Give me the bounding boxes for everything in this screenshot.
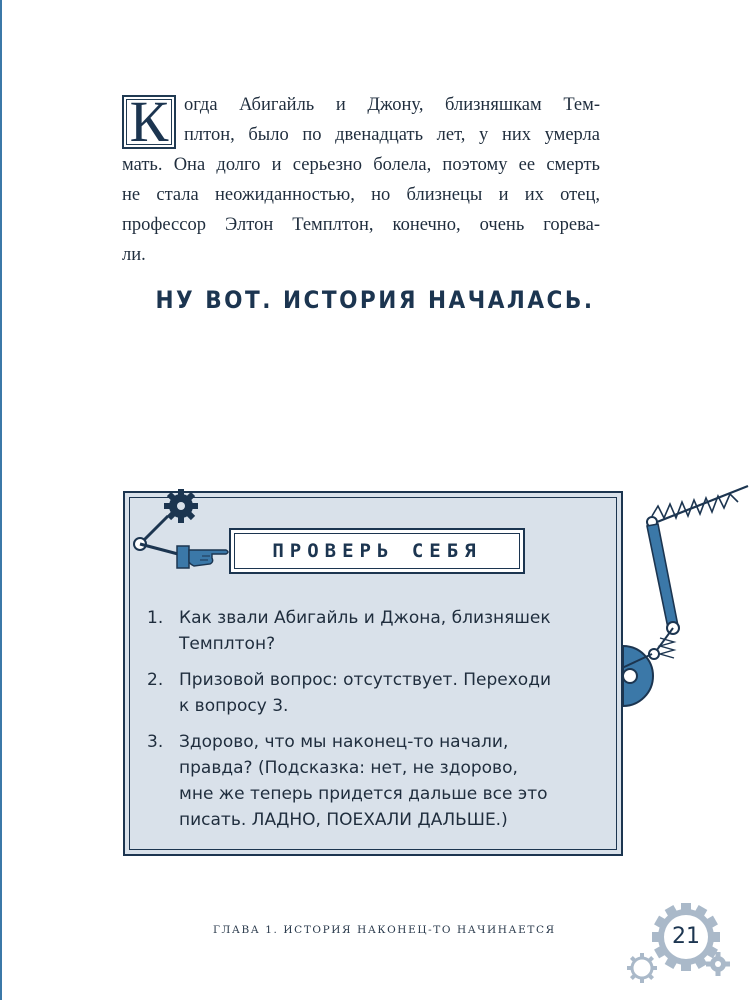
quiz-item-text: Как звали Абигайль и Джона, близняшек	[179, 608, 551, 628]
intro-line-3: мать. Она долго и серьезно болела, поэтому ее смерть	[122, 155, 600, 175]
intro-line-6: ли.	[122, 245, 146, 265]
intro-line-5: профессор Элтон Темплтон, конечно, очень горева-	[122, 215, 600, 235]
intro-line-4: не стала неожиданностью, но близнецы и их отец,	[122, 185, 600, 205]
quiz-item-text: писать. ЛАДНО, ПОЕХАЛИ ДАЛЬШЕ.)	[179, 810, 508, 830]
quiz-item-number: 3.	[147, 732, 164, 752]
gear-hand-icon	[128, 492, 248, 572]
quiz-item-number: 2.	[147, 670, 164, 690]
quiz-item-text: правда? (Подсказка: нет, не здорово,	[179, 758, 518, 778]
quiz-item-text: Темплтон?	[179, 634, 276, 654]
quiz-item-text: Призовой вопрос: отсутствует. Переходи	[179, 670, 552, 690]
quiz-item-text: к вопросу 3.	[179, 696, 289, 716]
page-edge-rule	[0, 0, 2, 1000]
quiz-item-2	[147, 667, 597, 719]
drop-cap: К	[122, 95, 176, 149]
quiz-list	[147, 605, 597, 843]
intro-line-2: плтон, было по двенадцать лет, у них умерла	[184, 125, 600, 145]
quiz-item-number: 1.	[147, 608, 164, 628]
quiz-item-3	[147, 729, 597, 833]
story-began-heading: НУ ВОТ. ИСТОРИЯ НАЧАЛАСЬ.	[155, 286, 595, 314]
quiz-item-text: Здорово, что мы наконец-то начали,	[179, 732, 509, 752]
quiz-title-banner	[229, 528, 525, 574]
small-gears-icon	[622, 944, 742, 994]
chapter-footer: ГЛАВА 1. ИСТОРИЯ НАКОНЕЦ-ТО НАЧИНАЕТСЯ	[213, 924, 556, 936]
quiz-item-text: мне же теперь придется дальше все это	[179, 784, 548, 804]
intro-line-1: огда Абигайль и Джону, близняшкам Тем-	[184, 95, 600, 115]
quiz-item-1	[147, 605, 597, 657]
quiz-title: ПРОВЕРЬ СЕБЯ	[272, 540, 482, 562]
page-number: 21	[672, 924, 700, 949]
intro-paragraph	[122, 90, 600, 270]
